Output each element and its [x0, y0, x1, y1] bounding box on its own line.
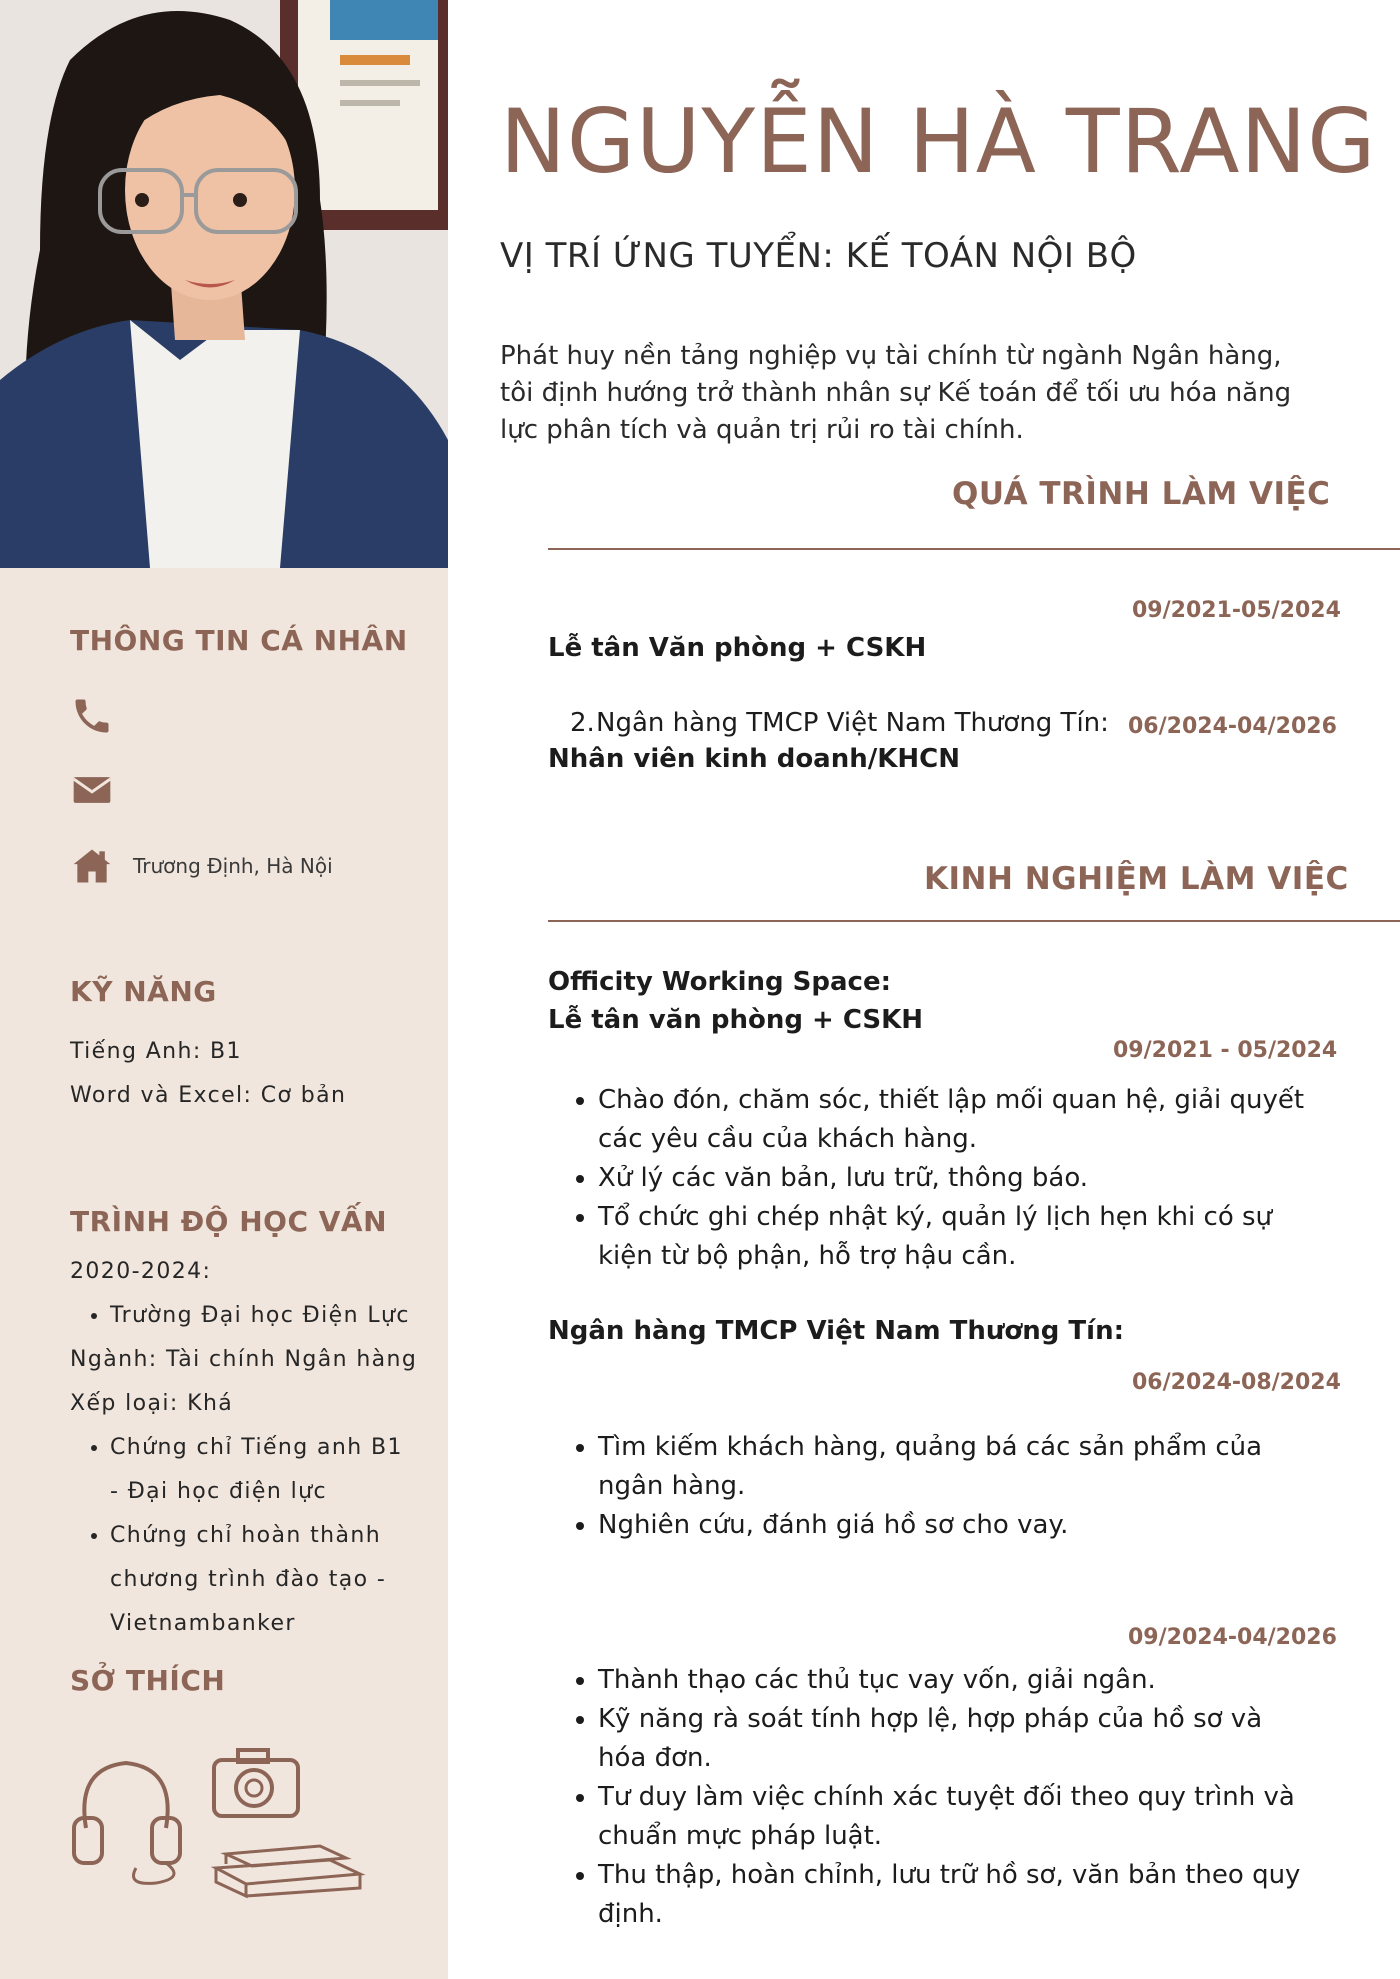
process-title: QUÁ TRÌNH LÀM VIỆC	[952, 476, 1331, 512]
job3-bullet: • Thu thập, hoàn chỉnh, lưu trữ hồ sơ, văn bản theo quy định.	[598, 1856, 1318, 1934]
camera-icon	[210, 1746, 302, 1820]
certificate-line: - Đại học điện lực	[110, 1479, 327, 1504]
personal-info-title: THÔNG TIN CÁ NHÂN	[70, 624, 408, 657]
job2-bullet: • Nghiên cứu, đánh giá hồ sơ cho vay.	[598, 1506, 1318, 1545]
job1-role: Lễ tân văn phòng + CSKH	[548, 1005, 924, 1035]
certificate-line: chương trình đào tạo -	[110, 1567, 387, 1592]
headphones-icon	[66, 1748, 196, 1888]
process-divider	[548, 548, 1400, 550]
candidate-name: NGUYỄN HÀ TRANG	[500, 90, 1377, 193]
mail-icon	[70, 768, 114, 812]
summary-text: Phát huy nền tảng nghiệp vụ tài chính từ ngành Ngân hàng, tôi định hướng trở thành nhân sự Kế toán để tối ưu hóa năng lực phân tích và quản trị rủi ro tài chính.	[500, 341, 1292, 445]
experience-divider	[548, 920, 1400, 922]
certificate-list	[70, 1426, 440, 1646]
job3-bullets	[598, 1661, 1318, 1934]
job2-date: 06/2024-08/2024	[1132, 1370, 1341, 1395]
process-role-2: Nhân viên kinh doanh/KHCN	[548, 744, 960, 774]
certificate-item	[110, 1426, 440, 1514]
experience-title: KINH NGHIỆM LÀM VIỆC	[924, 861, 1349, 897]
job3-bullet: • Kỹ năng rà soát tính hợp lệ, hợp pháp của hồ sơ và hóa đơn.	[598, 1700, 1318, 1778]
job1-bullet: • Chào đón, chăm sóc, thiết lập mối quan hệ, giải quyết các yêu cầu của khách hàng.	[598, 1081, 1318, 1159]
job1-date: 09/2021 - 05/2024	[1113, 1038, 1338, 1063]
process-date-1: 09/2021-05/2024	[1132, 598, 1341, 623]
books-icon	[210, 1830, 370, 1902]
job1-bullet: • Xử lý các văn bản, lưu trữ, thông báo.	[598, 1159, 1318, 1198]
position-title: VỊ TRÍ ỨNG TUYỂN: KẾ TOÁN NỘI BỘ	[500, 236, 1137, 276]
phone-icon	[70, 694, 114, 738]
education-title: TRÌNH ĐỘ HỌC VẤN	[70, 1205, 388, 1238]
process-role-1: Lễ tân Văn phòng + CSKH	[548, 633, 927, 663]
certificate-line: Chứng chỉ Tiếng anh B1	[110, 1435, 403, 1460]
job2-company: Ngân hàng TMCP Việt Nam Thương Tín:	[548, 1316, 1124, 1346]
education-rank: Xếp loại: Khá	[70, 1391, 234, 1416]
education-school-list	[70, 1294, 440, 1338]
job1-company: Officity Working Space:	[548, 967, 891, 997]
job3-bullet: • Thành thạo các thủ tục vay vốn, giải ngân.	[598, 1661, 1318, 1700]
hobbies-title: SỞ THÍCH	[70, 1664, 226, 1697]
skills-list	[70, 1030, 346, 1118]
education-school: • Trường Đại học Điện Lực	[110, 1294, 440, 1338]
process-company-2: Ngân hàng TMCP Việt Nam Thương Tín:	[596, 708, 1109, 738]
skill-item: Tiếng Anh: B1	[70, 1039, 242, 1064]
address-text: Trương Định, Hà Nội	[133, 854, 333, 878]
job2-bullets	[598, 1428, 1318, 1545]
skill-item: Word và Excel: Cơ bản	[70, 1083, 347, 1108]
home-icon	[70, 844, 114, 888]
education-major: Ngành: Tài chính Ngân hàng	[70, 1347, 418, 1372]
certificate-line: Chứng chỉ hoàn thành	[110, 1523, 382, 1548]
job3-date: 09/2024-04/2026	[1128, 1625, 1337, 1650]
job3-bullet: • Tư duy làm việc chính xác tuyệt đối theo quy trình và chuẩn mực pháp luật.	[598, 1778, 1318, 1856]
certificate-item	[110, 1514, 440, 1646]
skills-title: KỸ NĂNG	[70, 975, 217, 1008]
process-number-2: 2.	[570, 708, 595, 738]
certificate-line: Vietnambanker	[110, 1611, 296, 1636]
education-block	[70, 1250, 440, 1646]
job2-bullet: • Tìm kiếm khách hàng, quảng bá các sản phẩm của ngân hàng.	[598, 1428, 1318, 1506]
process-date-2: 06/2024-04/2026	[1128, 714, 1337, 739]
profile-photo	[0, 0, 448, 568]
job1-bullets	[598, 1081, 1318, 1276]
education-years: 2020-2024:	[70, 1259, 212, 1284]
job1-bullet: • Tổ chức ghi chép nhật ký, quản lý lịch hẹn khi có sự kiện từ bộ phận, hỗ trợ hậu cần.	[598, 1198, 1318, 1276]
